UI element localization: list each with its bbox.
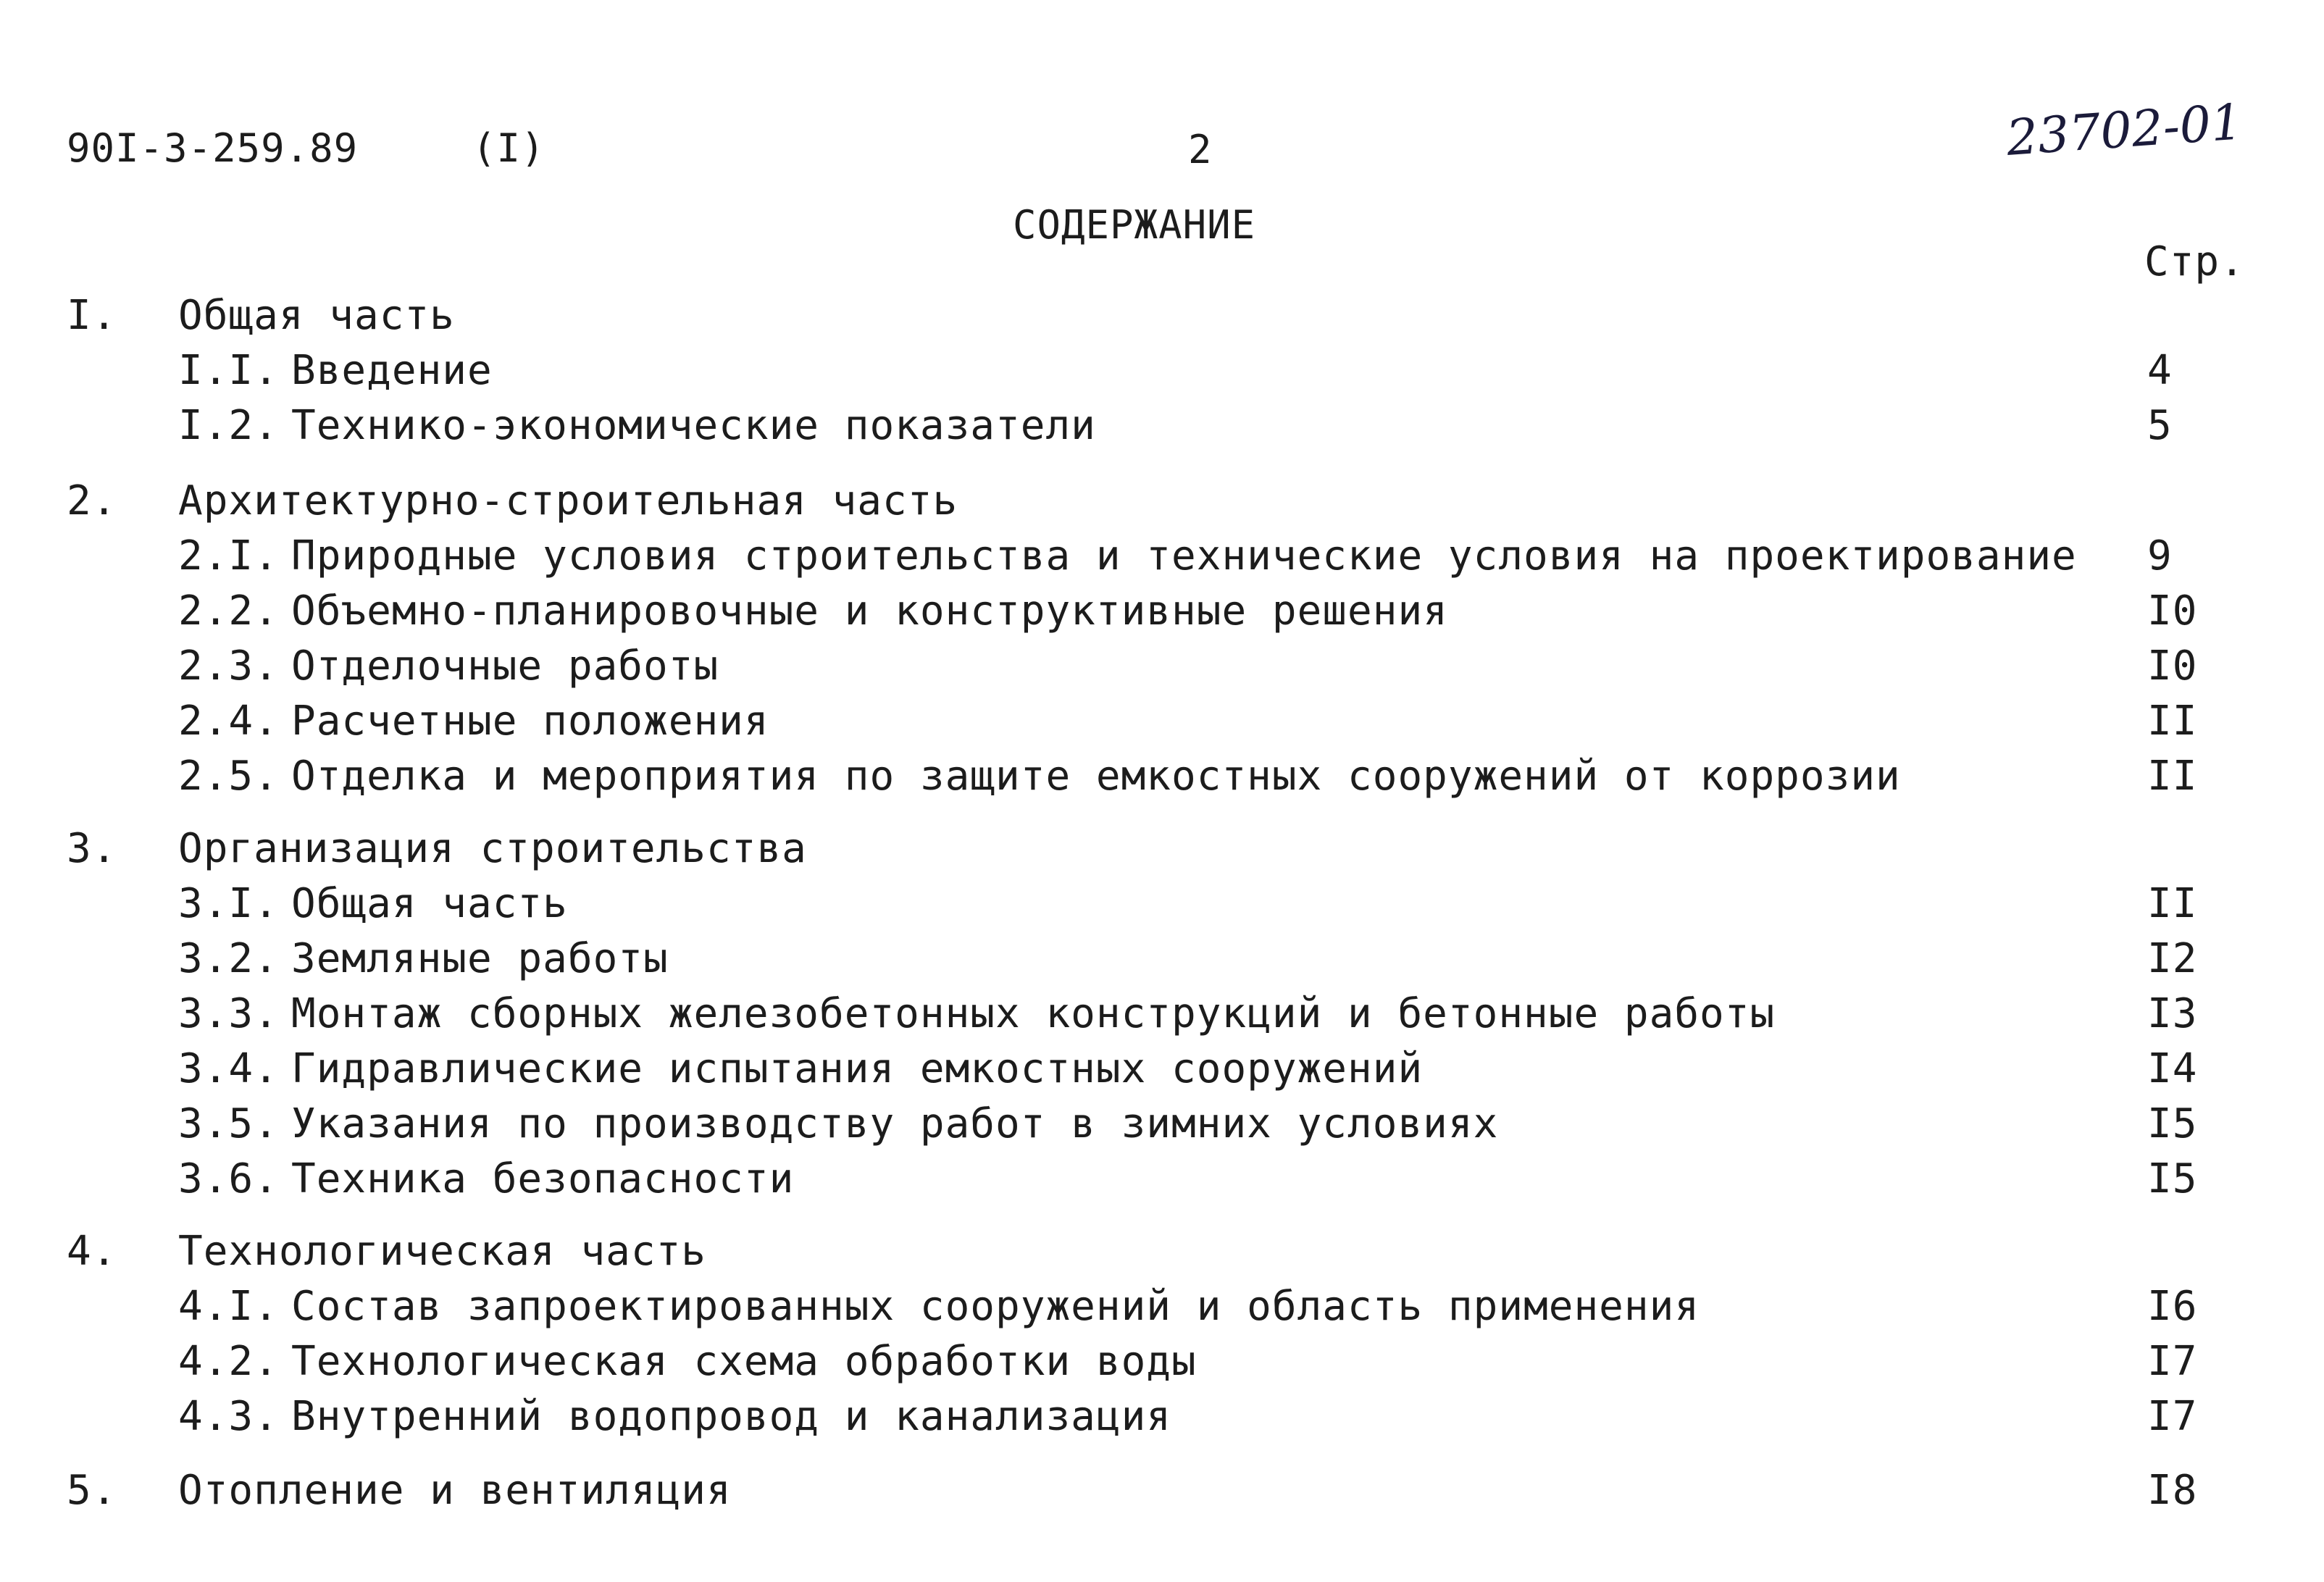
toc-item [0,935,2324,989]
toc-label: Техника безопасности [291,1155,795,1202]
toc-number: I.I. [178,347,279,394]
toc-item [0,1155,2324,1210]
toc-label: Указания по производству работ в зимних условиях [291,1100,1499,1147]
toc-label: Отопление и вентиляция [178,1467,732,1514]
toc-page: I2 [2147,935,2198,982]
toc-label: Архитектурно-строительная часть [178,477,958,524]
toc-page: I0 [2147,587,2198,635]
toc-item [0,1283,2324,1337]
toc-page: 9 [2147,532,2173,579]
toc-page: 5 [2147,402,2173,449]
toc-page: II [2147,698,2198,745]
page-title: СОДЕРЖАНИЕ [1013,202,1256,248]
toc-section [0,477,2324,532]
toc-number: 3.6. [178,1155,279,1202]
toc-item [0,990,2324,1045]
toc-number: 2.I. [178,532,279,579]
volume-number: (I) [472,125,546,171]
handwritten-inventory-number: 23702-01 [2005,93,2244,167]
toc-label: Земляные работы [291,935,669,982]
toc-page: I5 [2147,1155,2198,1202]
toc-number: 4. [67,1228,117,1275]
toc-number: 2. [67,477,117,524]
toc-section [0,292,2324,346]
toc-item [0,753,2324,807]
toc-page: I7 [2147,1338,2198,1385]
toc-item [0,1393,2324,1447]
toc-number: 2.3. [178,643,279,690]
toc-item [0,347,2324,401]
toc-label: Технологическая часть [178,1228,707,1275]
toc-label: Отделка и мероприятия по защите емкостных сооружений от коррозии [291,753,1901,800]
toc-item [0,402,2324,456]
toc-label: Технологическая схема обработки воды [291,1338,1197,1385]
toc-page: I0 [2147,643,2198,690]
toc-number: 2.5. [178,753,279,800]
toc-label: Введение [291,347,493,394]
toc-item [0,698,2324,752]
toc-label: Общая часть [178,292,455,339]
toc-number: 3.3. [178,990,279,1037]
toc-item [0,587,2324,642]
toc-label: Технико-экономические показатели [291,402,1096,449]
toc-item [0,1100,2324,1155]
document-code: 90I-3-259.89 [67,125,359,171]
toc-item [0,532,2324,587]
toc-item [0,643,2324,697]
toc-label: Состав запроектированных сооружений и область применения [291,1283,1700,1330]
toc-section [0,1228,2324,1282]
toc-number: I. [67,292,117,339]
toc-label: Объемно-планировочные и конструктивные решения [291,587,1448,635]
toc-page: I7 [2147,1393,2198,1440]
toc-number: 4.3. [178,1393,279,1440]
toc-section [0,825,2324,879]
page-number: 2 [1188,127,1213,172]
toc-number: 4.I. [178,1283,279,1330]
page-column-header: Стр. [2144,238,2245,285]
toc-page: I6 [2147,1283,2198,1330]
toc-section [0,1467,2324,1521]
toc-number: 2.4. [178,698,279,745]
toc-page: II [2147,753,2198,800]
toc-label: Внутренний водопровод и канализация [291,1393,1172,1440]
toc-number: 3.4. [178,1045,279,1092]
toc-label: Монтаж сборных железобетонных конструкций и бетонные работы [291,990,1776,1037]
toc-item [0,880,2324,934]
toc-label: Общая часть [291,880,568,927]
toc-number: 4.2. [178,1338,279,1385]
toc-item [0,1045,2324,1100]
toc-page: I3 [2147,990,2198,1037]
toc-page: I4 [2147,1045,2198,1092]
toc-number: 3.2. [178,935,279,982]
toc-label: Гидравлические испытания емкостных сооружений [291,1045,1424,1092]
toc-label: Организация строительства [178,825,807,872]
toc-item [0,1338,2324,1392]
toc-page: 4 [2147,347,2173,394]
toc-label: Расчетные положения [291,698,769,745]
toc-number: 3. [67,825,117,872]
toc-number: I.2. [178,402,279,449]
toc-page: I5 [2147,1100,2198,1147]
toc-page: I8 [2147,1467,2198,1514]
toc-number: 2.2. [178,587,279,635]
toc-page: II [2147,880,2198,927]
toc-number: 3.5. [178,1100,279,1147]
toc-number: 5. [67,1467,117,1514]
toc-label: Отделочные работы [291,643,719,690]
toc-number: 3.I. [178,880,279,927]
toc-label: Природные условия строительства и технические условия на проектирование [291,532,2077,579]
